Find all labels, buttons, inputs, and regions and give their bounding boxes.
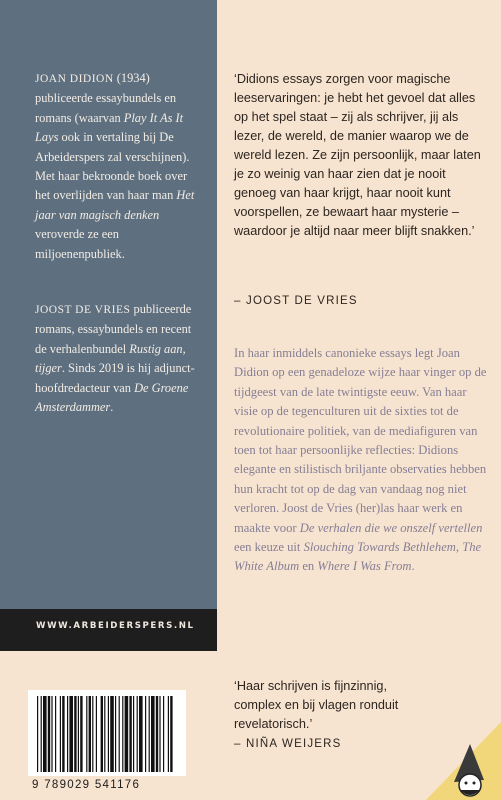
back-cover-description: In haar inmiddels canonieke essays legt Joan Didion op een genadeloze wijze haar vinger op de tijdgeest van de late twintigste eeuw. Van haar visie op de tegenculturen uit de sixties tot de revolutionaire politiek, van de mediafiguren van toen tot haar persoonlijke reflecties: Didions elegante en stilistisch briljante observaties hebben hun kracht tot op de dag van vandaag nog niet verloren. Joost de Vries (her)las haar werk en maakte voor De verhalen die we onszelf vertellen een keuze uit Slouching Towards Bethlehem, The White Album en Where I Was From. bbox=[234, 346, 487, 574]
barcode-bar bbox=[110, 696, 114, 772]
barcode-bar bbox=[122, 696, 123, 772]
quote-2-attribution: – NIÑA WEIJERS bbox=[234, 738, 342, 750]
barcode-bar bbox=[92, 696, 93, 772]
barcode-bar bbox=[86, 696, 87, 772]
barcode-bar bbox=[139, 696, 143, 772]
barcode-bar bbox=[104, 696, 105, 772]
barcode-bar bbox=[37, 696, 38, 772]
isbn-number: 9 789029 541176 bbox=[32, 779, 141, 791]
barcode-bar bbox=[80, 696, 82, 772]
barcode-bar bbox=[62, 696, 64, 772]
barcode-bar bbox=[51, 696, 52, 772]
barcode-bar bbox=[74, 696, 76, 772]
barcode-bar bbox=[125, 696, 129, 772]
barcode-bar bbox=[89, 696, 91, 772]
barcode-bar bbox=[55, 696, 56, 772]
review-quote-1: ‘Didions essays zorgen voor magische leeservaringen: je hebt het gevoel dat alles op het spel staat – zij als schrijver, jij als lezer, de wereld, de manier waarop we de wereld lezen. Ze zijn persoonlijk, maar laten je zo weinig van haar zien dat je nooit genoeg van haar krijgt, haar nooit kunt voorspellen, ze bewaart haar mysterie – waardoor je altijd naar meer blijft snakken.’ bbox=[234, 72, 481, 238]
barcode-bar bbox=[69, 696, 73, 772]
barcode-bar bbox=[168, 696, 169, 772]
barcode-bar bbox=[137, 696, 138, 772]
barcode-bars bbox=[37, 696, 177, 772]
barcode-bar bbox=[119, 696, 120, 772]
wizard-sticker-icon bbox=[426, 722, 501, 800]
barcode-bar bbox=[60, 696, 61, 772]
barcode-bar bbox=[43, 696, 47, 772]
barcode-bar bbox=[133, 696, 134, 772]
barcode-bar bbox=[156, 696, 158, 772]
barcode-bar bbox=[129, 696, 131, 772]
barcode-bar bbox=[96, 696, 97, 772]
barcode-bar bbox=[78, 696, 79, 772]
barcode-bar bbox=[67, 696, 68, 772]
barcode-bar bbox=[163, 696, 164, 772]
review-quote-2: ‘Haar schrijven is fijnzinnig, complex en bij vlagen ronduit revelatorisch.’ bbox=[234, 679, 399, 731]
author-bio-panel bbox=[0, 0, 217, 651]
joan-didion-bio: JOAN DIDION (1934) publiceerde essaybundels en romans (waarvan Play It As It Lays ook in vertaling bij De Arbeiderspers zal verschijnen). Met haar bekroonde boek over het overlijden van haar man Het jaar van magisch denken veroverde ze een miljoenenpubliek. bbox=[35, 71, 195, 261]
publisher-url[interactable]: WWW.ARBEIDERSPERS.NL bbox=[36, 621, 195, 631]
barcode-bar bbox=[170, 696, 172, 772]
joost-de-vries-bio: JOOST DE VRIES publiceerde romans, essaybundels en recent de verhalenbundel Rustig aan, tijger. Sinds 2019 is hij adjunct-hoofdredacteur van De Groene Amsterdammer. bbox=[35, 302, 195, 415]
barcode-bar bbox=[145, 696, 146, 772]
isbn-barcode bbox=[28, 690, 186, 776]
barcode-bar bbox=[41, 696, 42, 772]
barcode-bar bbox=[101, 696, 103, 772]
barcode-bar bbox=[48, 696, 50, 772]
barcode-bar bbox=[115, 696, 116, 772]
barcode-bar bbox=[159, 696, 160, 772]
barcode-bar bbox=[149, 696, 150, 772]
barcode-bar bbox=[151, 696, 155, 772]
barcode-bar bbox=[108, 696, 109, 772]
quote-1-attribution: – JOOST DE VRIES bbox=[234, 295, 358, 307]
